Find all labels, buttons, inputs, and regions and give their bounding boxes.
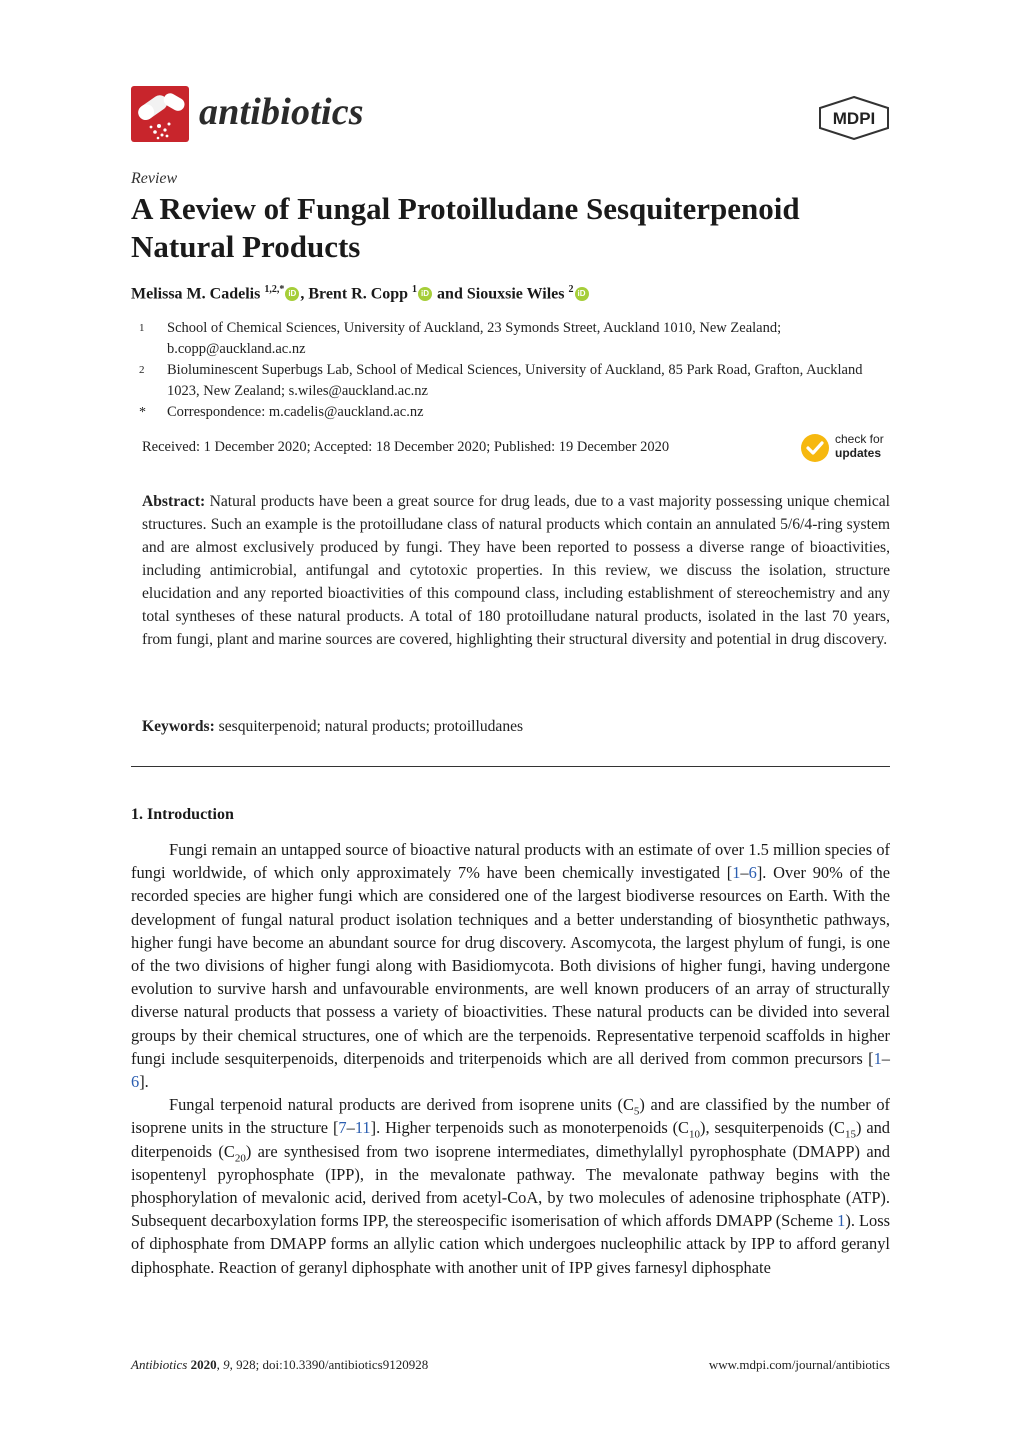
orcid-icon[interactable]: iD xyxy=(575,287,589,301)
citation-link[interactable]: 6 xyxy=(131,1072,140,1092)
mdpi-logo-text: MDPI xyxy=(832,109,876,128)
scheme-link[interactable]: 1 xyxy=(837,1211,846,1231)
paragraph xyxy=(131,838,890,1093)
citation-link[interactable]: 7 xyxy=(338,1118,347,1138)
affiliation-text: Bioluminescent Superbugs Lab, School of Medical Sciences, University of Auckland, 85 Park Road, Grafton, Auckland 1023, New Zealand; s.wiles@auckland.ac.nz xyxy=(167,362,863,399)
text-run: – xyxy=(881,1048,890,1068)
subscript: 15 xyxy=(844,1128,856,1141)
body-text xyxy=(131,838,890,1279)
affiliation-text: Correspondence: m.cadelis@auckland.ac.nz xyxy=(167,404,424,420)
text-run: ), sesquiterpenoids (C xyxy=(700,1118,845,1138)
abstract-label: Abstract: xyxy=(142,493,206,510)
keywords xyxy=(142,718,523,736)
article-type: Review xyxy=(131,170,178,187)
author-list xyxy=(131,284,590,303)
keywords-label: Keywords: xyxy=(142,718,215,735)
author-name: Siouxsie Wiles xyxy=(466,285,565,303)
journal-name: antibiotics xyxy=(199,91,364,133)
footer-year: 2020 xyxy=(190,1357,217,1372)
affiliation-marker: 2 xyxy=(139,364,145,376)
citation-link[interactable]: 1 xyxy=(873,1048,882,1068)
checkmark-icon xyxy=(800,433,830,463)
subscript: 5 xyxy=(633,1105,640,1118)
text-run: – xyxy=(346,1118,355,1138)
text-run: Fungal terpenoid natural products are derived from isoprene units (C xyxy=(169,1095,634,1115)
author-separator: and xyxy=(433,285,467,303)
author-name: Brent R. Copp xyxy=(308,285,409,303)
author-separator: , xyxy=(300,285,309,303)
text-run: Fungi remain an untapped source of bioactive natural products with an estimate of over 1.5 million species of fungi worldwide, of which only approximately 7% have been chemically investigated [ xyxy=(131,840,890,883)
citation-link[interactable]: 11 xyxy=(354,1118,371,1138)
check-for-updates-badge[interactable] xyxy=(800,431,892,465)
text-run: ]. xyxy=(139,1072,149,1092)
check-badge-line1: check for xyxy=(835,432,884,446)
footer-citation: Antibiotics 2020, 9, 928; doi:10.3390/antibiotics9120928 xyxy=(131,1357,429,1372)
publication-dates: Received: 1 December 2020; Accepted: 18 December 2020; Published: 19 December 2020 xyxy=(142,439,670,455)
affiliation-marker: * xyxy=(139,405,146,420)
text-run: ]. Over 90% of the recorded species are higher fungi which are considered one of the largest biodiverse resources on Earth. With the development of fungal natural product isolation techniques and a better understanding of biosynthetic pathways, higher fungi have become an abundant source for drug discovery. Ascomycota, the largest phylum of fungi, is one of the two divisions of higher fungi along with Basidiomycota. Both divisions of higher fungi, having undergone evolution to survive harsh and unfavourable environments, are well known producers of an array of structurally diverse natural products that possess a variety of bioactivities. These natural products can be divided into several groups by their chemical structures, one of which are the terpenoids. Representative terpenoid scaffolds in higher fungi include sesquiterpenoids, diterpenoids and triterpenoids which are all derived from common precursors [ xyxy=(131,863,890,1068)
paragraph xyxy=(131,1093,890,1279)
keywords-text: sesquiterpenoid; natural products; protoilludanes xyxy=(218,718,524,735)
text-run: ) and diterpenoids (C xyxy=(131,1118,890,1161)
footer-url[interactable]: www.mdpi.com/journal/antibiotics xyxy=(708,1357,890,1372)
abstract-text: Natural products have been a great source for drug leads, due to a vast majority possessing unique chemical structures. Such an example is the protoilludane class of natural products which contain an annulated 5/6/4-ring system and are almost exclusively produced by fungi. They have been reported to possess a diverse range of bioactivities, including antimicrobial, antifungal and cytotoxic properties. In this review, we discuss the isolation, structure elucidation and any reported bioactivities of this compound class, including establishment of stereochemistry and any total syntheses of these natural products. A total of 180 protoilludane natural products, isolated in the last 70 years, from fungi, plant and marine sources are covered, highlighting their structural diversity and potential in drug discovery. xyxy=(142,493,890,648)
author-affiliation-marker: 2 xyxy=(568,284,574,295)
section-divider xyxy=(131,766,890,767)
author-name: Melissa M. Cadelis xyxy=(131,285,261,303)
subscript: 10 xyxy=(689,1128,700,1141)
orcid-icon[interactable]: iD xyxy=(285,287,299,301)
text-run: ) are synthesised from two isoprene intermediates, dimethylallyl pyrophosphate (DMAPP) and isopentenyl pyrophosphate (IPP), in the mevalonate pathway. The mevalonate pathway begins with the phosphorylation of mevalonic acid, derived from acetyl-CoA, by two molecules of adenosine triphosphate (ATP). Subsequent decarboxylation forms IPP, the stereospecific isomerisation of which affords DMAPP (Scheme xyxy=(131,1141,891,1231)
text-run: ). Loss of diphosphate from DMAPP forms an allylic cation which undergoes nucleophilic attack by IPP to afford geranyl diphosphate. Reaction of geranyl diphosphate with another unit of IPP gives farnesyl diphosphate xyxy=(131,1211,891,1277)
orcid-icon[interactable]: iD xyxy=(418,287,432,301)
mdpi-logo xyxy=(818,96,890,140)
text-run: ) and are classified by the number of isoprene units in the structure [ xyxy=(131,1095,890,1138)
subscript: 20 xyxy=(234,1151,246,1164)
author-affiliation-marker: 1 xyxy=(412,284,418,295)
check-badge-line2: updates xyxy=(835,446,882,460)
section-heading: 1. Introduction xyxy=(131,806,234,823)
citation-link[interactable]: 1 xyxy=(732,863,741,883)
text-run: – xyxy=(740,863,749,883)
author-affiliation-marker: 1,2,* xyxy=(264,284,285,295)
affiliation-marker: 1 xyxy=(139,322,145,334)
abstract xyxy=(142,490,890,651)
footer-journal: Antibiotics xyxy=(131,1357,188,1372)
citation-link[interactable]: 6 xyxy=(748,863,757,883)
journal-logo-icon xyxy=(131,86,189,142)
footer-doi: , 928; doi:10.3390/antibiotics9120928 xyxy=(229,1357,429,1372)
affiliation-text: School of Chemical Sciences, University of Auckland, 23 Symonds Street, Auckland 1010, New Zealand; b.copp@auckland.ac.nz xyxy=(167,320,782,357)
article-title: A Review of Fungal Protoilludane Sesquiterpenoid Natural Products xyxy=(131,191,800,264)
footer-volume: 9 xyxy=(223,1357,230,1372)
text-run: ]. Higher terpenoids such as monoterpenoids (C xyxy=(370,1118,689,1138)
